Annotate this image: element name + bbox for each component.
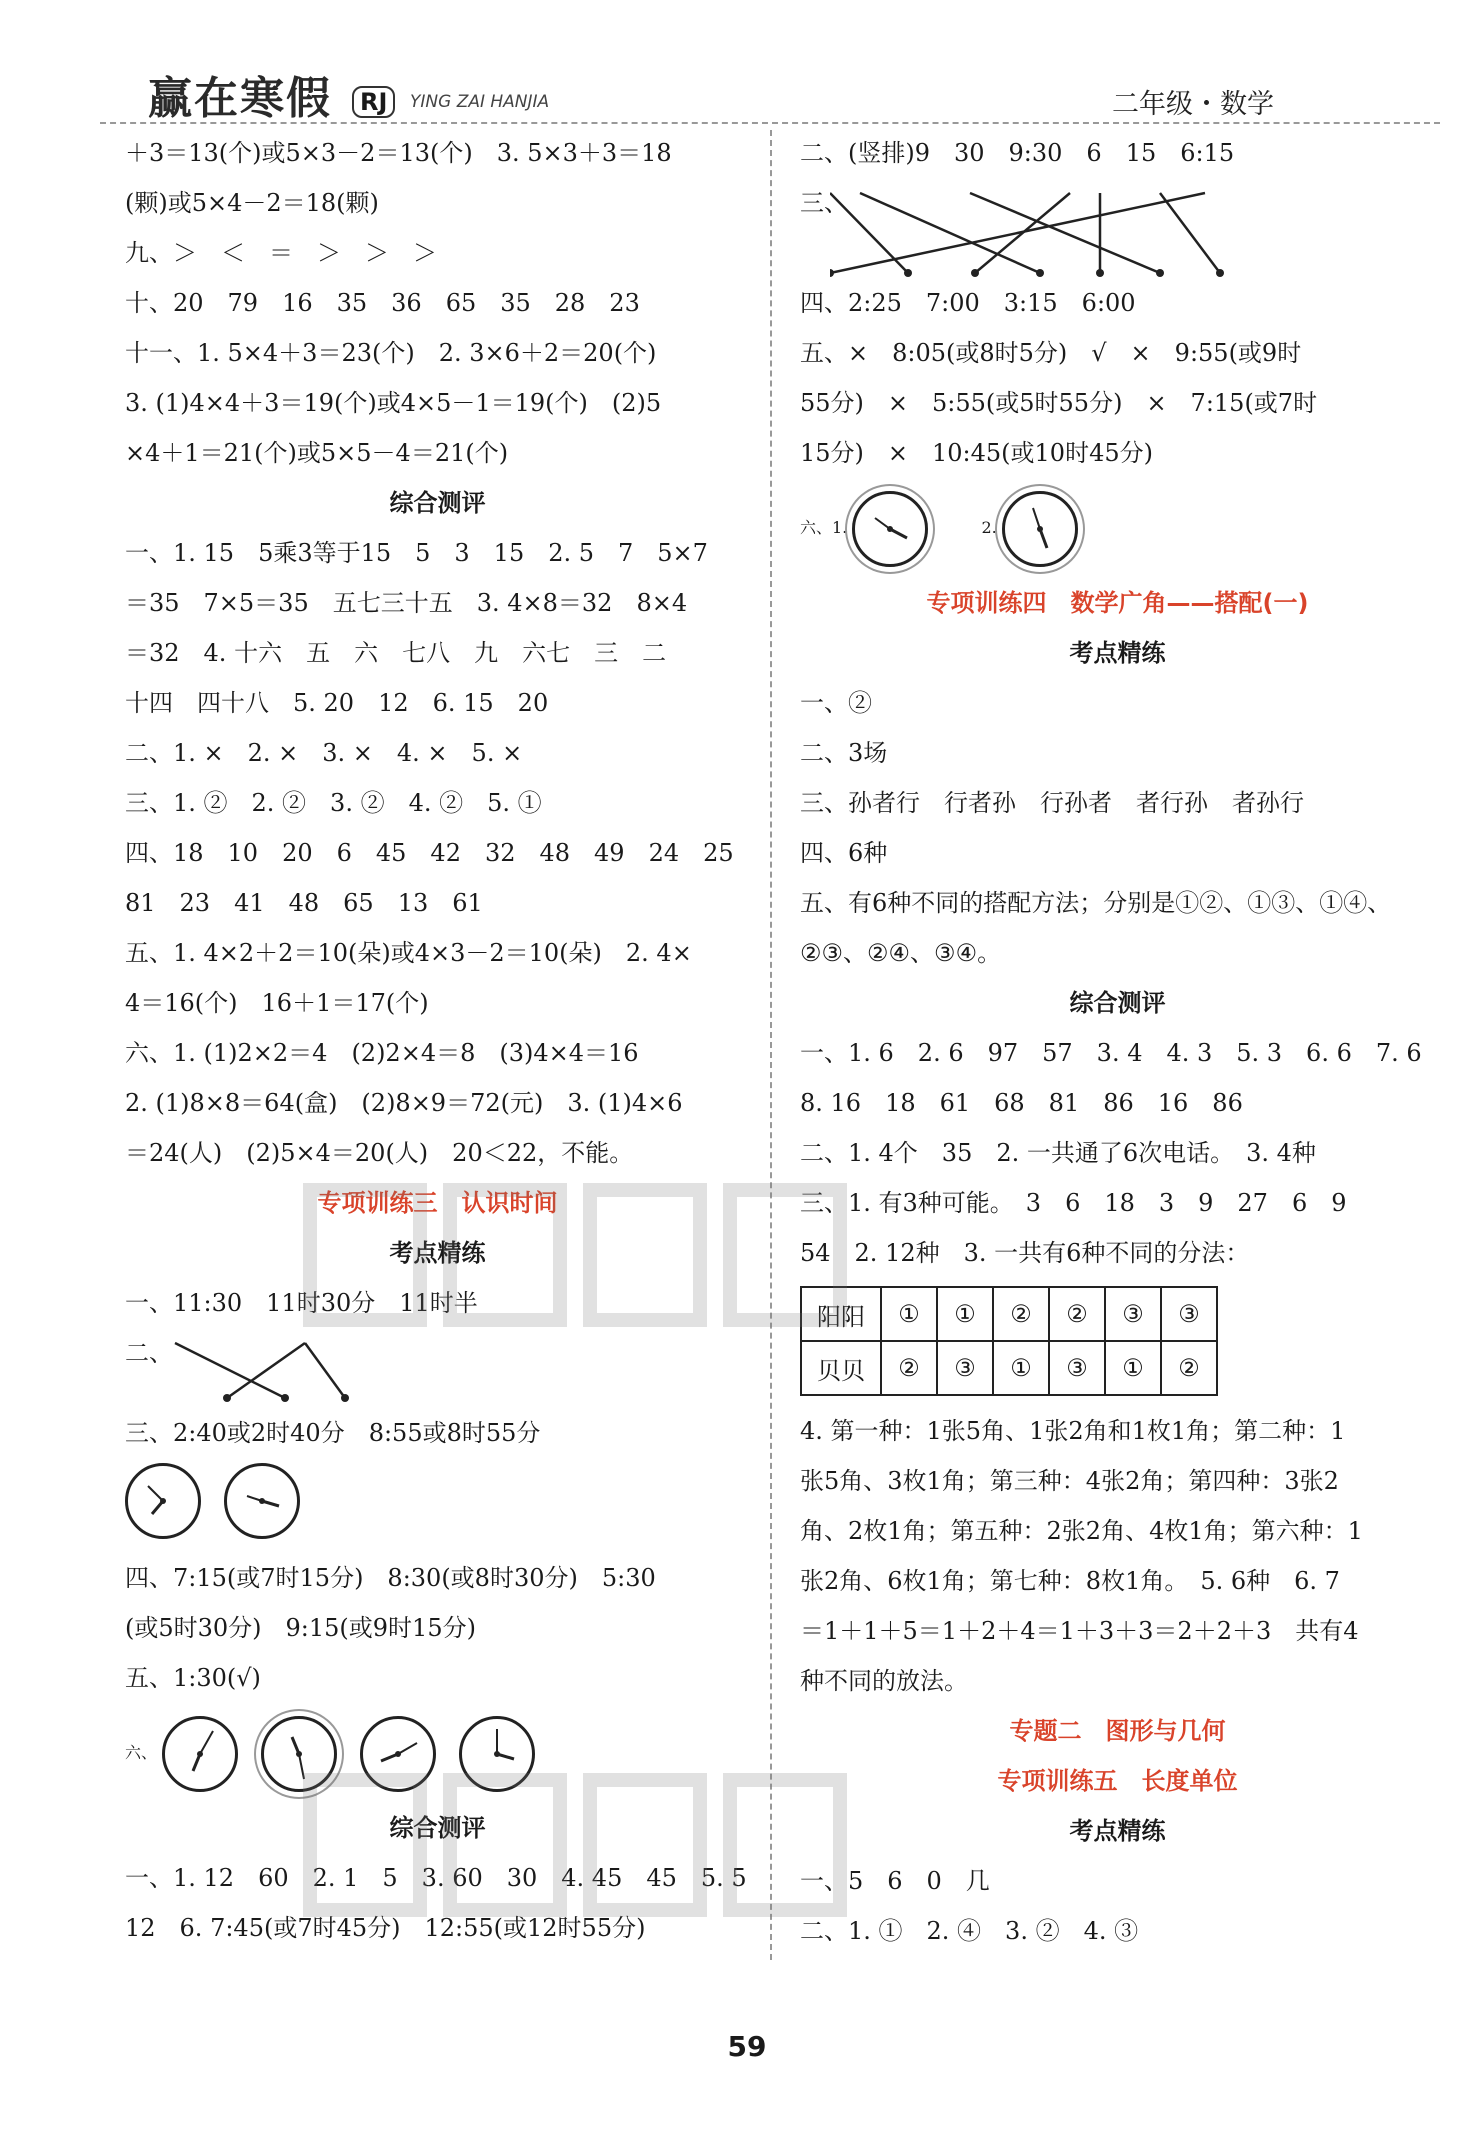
question-number: 二、 — [125, 1339, 173, 1367]
answer-line: (或5时30分) 9:15(或9时15分) — [125, 1614, 476, 1642]
answer-line: 二、1. × 2. × 3. × 4. × 5. × — [125, 739, 523, 767]
clock-row — [800, 478, 1435, 578]
table-cell: ③ — [1049, 1341, 1105, 1395]
page-header — [0, 0, 1474, 125]
answer-line: 角、2枚1角；第五种：2张2角、4枚1角；第六种：1 — [800, 1517, 1363, 1545]
section-title: 考点精练 — [1069, 639, 1166, 667]
answer-line: 三、2:40或2时40分 8:55或8时55分 — [125, 1419, 541, 1447]
answer-line: 四、6种 — [800, 839, 888, 867]
answer-line: 3. (1)4×4＋3＝19(个)或4×5－1＝19(个) (2)5 — [125, 389, 662, 417]
answer-line: ＝24(人) (2)5×4＝20(人) 20＜22，不能。 — [125, 1139, 634, 1167]
topic-title: 专题二 图形与几何 — [1009, 1717, 1226, 1745]
answer-line: 一、1. 12 60 2. 1 5 3. 60 30 4. 45 45 5. 5 — [125, 1864, 747, 1892]
answer-line: 81 23 41 48 65 13 61 — [125, 889, 483, 917]
answer-line: 十四 四十八 5. 20 12 6. 15 20 — [125, 689, 549, 717]
division-table — [800, 1286, 1218, 1396]
table-cell: ③ — [1161, 1287, 1217, 1341]
right-column — [800, 128, 1435, 1956]
answer-line: 一、② — [800, 689, 872, 717]
table-cell: ① — [937, 1287, 993, 1341]
answer-line: 种不同的放法。 — [800, 1667, 968, 1695]
answer-line: 六、1. (1)2×2＝4 (2)2×4＝8 (3)4×4＝16 — [125, 1039, 639, 1067]
table-cell: ① — [1105, 1341, 1161, 1395]
header-rule — [100, 122, 1440, 124]
answer-line: 五、× 8:05(或8时5分) √ × 9:55(或9时 — [800, 339, 1302, 367]
section-title: 考点精练 — [389, 1239, 486, 1267]
table-cell: ② — [1161, 1341, 1217, 1395]
answer-line: ＝35 7×5＝35 五七三十五 3. 4×8＝32 8×4 — [125, 589, 688, 617]
answer-line: 三、1. 有3种可能。 3 6 18 3 9 27 6 9 — [800, 1189, 1347, 1217]
answer-line: 三、孙者行 行者孙 行孙者 者行孙 者孙行 — [800, 789, 1304, 817]
answer-line: 4＝16(个) 16＋1＝17(个) — [125, 989, 429, 1017]
question-number: 三、 — [800, 189, 848, 217]
answer-line: (颗)或5×4－2＝18(颗) — [125, 189, 379, 217]
answer-line: 九、＞ ＜ ＝ ＞ ＞ ＞ — [125, 239, 437, 267]
answer-line: 二、1. ① 2. ④ 3. ② 4. ③ — [800, 1917, 1139, 1945]
watermark-graphic — [300, 1170, 860, 1340]
table-cell: ① — [881, 1287, 937, 1341]
table-cell: ② — [993, 1287, 1049, 1341]
column-divider — [770, 130, 772, 1960]
table-row — [801, 1341, 1217, 1395]
answer-line: 五、1:30(√) — [125, 1664, 261, 1692]
clock-icon — [125, 1463, 201, 1539]
answer-line: 2. (1)8×8＝64(盒) (2)8×9＝72(元) 3. (1)4×6 — [125, 1089, 683, 1117]
unit-title: 专项训练五 长度单位 — [997, 1767, 1238, 1795]
answer-line: 张2角、6枚1角；第七种：8枚1角。 5. 6种 6. 7 — [800, 1567, 1340, 1595]
answer-line: 四、18 10 20 6 45 42 32 48 49 24 25 — [125, 839, 734, 867]
watermark-graphic — [300, 1760, 860, 1930]
unit-title: 专项训练三 认识时间 — [317, 1189, 558, 1217]
clock-icon — [162, 1716, 238, 1792]
question-number: 六、1. — [800, 518, 848, 537]
table-row — [801, 1287, 1217, 1341]
watermark — [300, 1170, 860, 1376]
answer-line: ＝1＋1＋5＝1＋2＋4＝1＋3＋3＝2＋2＋3 共有4 — [800, 1617, 1359, 1645]
watermark — [300, 1760, 860, 1966]
answer-line: 四、2:25 7:00 3:15 6:00 — [800, 289, 1136, 317]
answer-line: 四、7:15(或7时15分) 8:30(或8时30分) 5:30 — [125, 1564, 656, 1592]
question-number: 六、 — [125, 1743, 158, 1762]
answer-line: 五、1. 4×2＋2＝10(朵)或4×3－2＝10(朵) 2. 4× — [125, 939, 692, 967]
answer-line: ＝32 4. 十六 五 六 七八 九 六七 三 二 — [125, 639, 667, 667]
matching-answer — [800, 178, 1435, 278]
grade-subject: 二年级・数学 — [1112, 89, 1274, 120]
answer-line: ×4＋1＝21(个)或5×5－4＝21(个) — [125, 439, 509, 467]
page-number: 59 — [727, 2030, 767, 2063]
clock-icon — [852, 491, 928, 567]
question-number: 2. — [981, 518, 997, 537]
section-title: 考点精练 — [1069, 1817, 1166, 1845]
section-title: 综合测评 — [389, 1814, 486, 1842]
answer-line: 张5角、3枚1角；第三种：4张2角；第四种：3张2 — [800, 1467, 1339, 1495]
answer-line: 三、1. ② 2. ② 3. ② 4. ② 5. ① — [125, 789, 542, 817]
matching-lines — [830, 188, 1250, 288]
left-column — [125, 128, 750, 1953]
answer-line: 五、有6种不同的搭配方法；分别是①②、①③、①④、 — [800, 889, 1392, 917]
answer-line: ＋3＝13(个)或5×3－2＝13(个) 3. 5×3＋3＝18 — [125, 139, 672, 167]
answer-line: 15分) × 10:45(或10时45分) — [800, 439, 1153, 467]
clock-icon — [224, 1463, 300, 1539]
table-cell: 贝贝 — [801, 1341, 881, 1395]
answer-line: 二、(竖排)9 30 9:30 6 15 6:15 — [800, 139, 1235, 167]
answer-line: 54 2. 12种 3. 一共有6种不同的分法： — [800, 1239, 1250, 1267]
table-cell: ③ — [937, 1341, 993, 1395]
unit-title: 专项训练四 数学广角——搭配(一) — [926, 589, 1309, 617]
section-title: 综合测评 — [389, 489, 486, 517]
answer-line: ②③、②④、③④。 — [800, 939, 1002, 967]
clock-row — [125, 1458, 750, 1553]
book-logo: 赢在寒假 — [148, 73, 332, 124]
answer-line: 一、1. 15 5乘3等于15 5 3 15 2. 5 7 5×7 — [125, 539, 708, 567]
answer-line: 8. 16 18 61 68 81 86 16 86 — [800, 1089, 1243, 1117]
clock-icon — [1002, 491, 1078, 567]
table-cell: ② — [1049, 1287, 1105, 1341]
answer-line: 十、20 79 16 35 36 65 35 28 23 — [125, 289, 640, 317]
answer-line: 二、1. 4个 35 2. 一共通了6次电话。 3. 4种 — [800, 1139, 1316, 1167]
answer-line: 十一、1. 5×4＋3＝23(个) 2. 3×6＋2＝20(个) — [125, 339, 657, 367]
edition-badge: RJ — [352, 86, 395, 118]
answer-line: 一、5 6 0 几 — [800, 1867, 990, 1895]
answer-line: 一、1. 6 2. 6 97 57 3. 4 4. 3 5. 3 6. 6 7. 6 — [800, 1039, 1422, 1067]
answer-line: 二、3场 — [800, 739, 888, 767]
answer-line: 一、11:30 11时30分 11时半 — [125, 1289, 478, 1317]
table-cell: 阳阳 — [801, 1287, 881, 1341]
table-cell: ① — [993, 1341, 1049, 1395]
section-title: 综合测评 — [1069, 989, 1166, 1017]
answer-line: 12 6. 7:45(或7时45分) 12:55(或12时55分) — [125, 1914, 646, 1942]
table-cell: ③ — [1105, 1287, 1161, 1341]
answer-line: 55分) × 5:55(或5时55分) × 7:15(或7时 — [800, 389, 1318, 417]
logo-pinyin: YING ZAI HANJIA — [410, 92, 550, 112]
answer-line: 4. 第一种：1张5角、1张2角和1枚1角；第二种：1 — [800, 1417, 1346, 1445]
table-cell: ② — [881, 1341, 937, 1395]
